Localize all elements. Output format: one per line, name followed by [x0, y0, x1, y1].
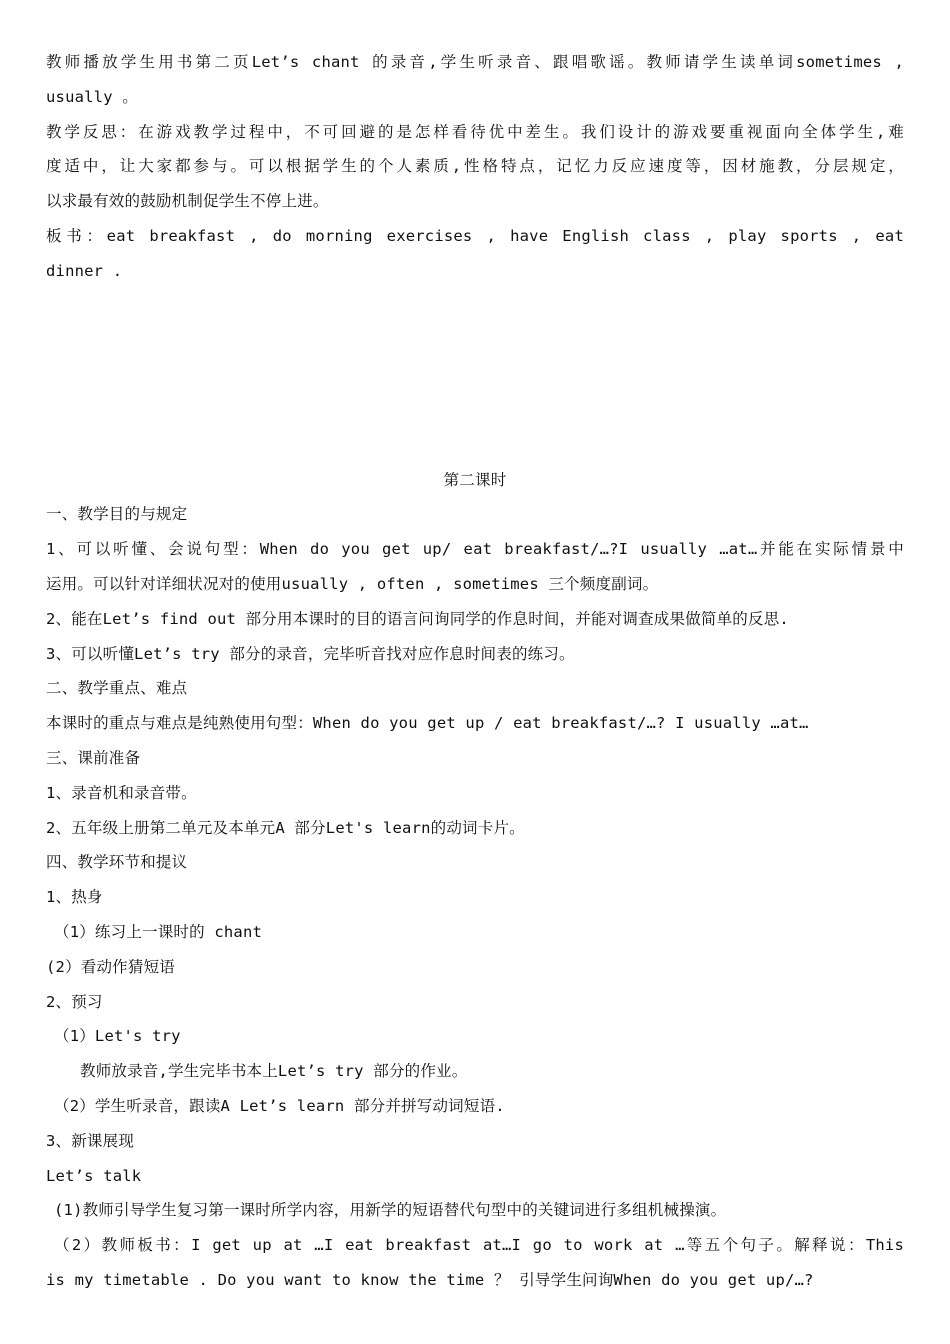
heading: 一、教学目的与规定	[46, 505, 188, 524]
text-line: usually 。	[46, 87, 138, 106]
page-gap	[46, 289, 904, 463]
heading: 二、教学重点、难点	[46, 679, 188, 698]
text-line: （2）学生听录音，跟读A Let’s learn 部分并拼写动词短语.	[54, 1096, 505, 1115]
document-page	[46, 45, 904, 1298]
text-line: （2）教师板书：I get up at …I eat breakfast at…I go to work at …等五个句子。解释说：This	[54, 1236, 904, 1255]
text-line: （1）练习上一课时的 chant	[54, 922, 263, 941]
section-one	[46, 45, 904, 289]
section-title: 第二课时	[443, 470, 507, 489]
heading: 四、教学环节和提议	[46, 853, 188, 872]
text-line: 1、热身	[46, 888, 103, 907]
text-line: 以求最有效的鼓励机制促学生不停上进。	[46, 192, 329, 211]
text-line: 3、新课展现	[46, 1131, 135, 1150]
text-line: 度适中，让大家都参与。可以根据学生的个人素质,性格特点，记忆力反应速度等，因材施教，分层规定，	[46, 157, 904, 176]
heading: 三、课前准备	[46, 748, 141, 767]
text-line: 1、录音机和录音带。	[46, 783, 197, 802]
text-line: is my timetable . Do you want to know the time ？ 引导学生问询When do you get up/…?	[46, 1270, 814, 1289]
text-line: 教师放录音,学生完毕书本上Let’s try 部分的作业。	[80, 1062, 468, 1081]
text-line: (2）看动作猜短语	[46, 957, 175, 976]
section-two	[46, 463, 904, 1298]
text-line: 板书：eat breakfast , do morning exercises , have English class , play sports , eat	[46, 226, 904, 245]
text-line: 教师播放学生用书第二页Let’s chant 的录音,学生听录音、跟唱歌谣。教师请学生读单词sometimes ,	[46, 53, 904, 71]
text-line: 2、能在Let’s find out 部分用本课时的目的语言问询同学的作息时间，并能对调查成果做简单的反思.	[46, 609, 789, 628]
text-line: 1、可以听懂、会说句型：When do you get up/ eat breakfast/…?I usually …at…并能在实际情景中	[46, 540, 904, 559]
text-line: Let’s talk	[46, 1166, 142, 1185]
text-line: (1)教师引导学生复习第一课时所学内容，用新学的短语替代句型中的关键词进行多组机械操演。	[54, 1201, 727, 1220]
text-line: 运用。可以针对详细状况对的使用usually , often , sometimes 三个频度副词。	[46, 574, 659, 593]
text-line: 3、可以听懂Let’s try 部分的录音，完毕听音找对应作息时间表的练习。	[46, 644, 575, 663]
text-line: 教学反思：在游戏教学过程中，不可回避的是怎样看待优中差生。我们设计的游戏要重视面向全体学生,难	[46, 122, 904, 141]
text-line: 本课时的重点与难点是纯熟使用句型：When do you get up / eat breakfast/…? I usually …at…	[46, 714, 809, 733]
text-line: （1）Let's try	[54, 1027, 181, 1046]
text-line: 2、预习	[46, 992, 103, 1011]
text-line: dinner .	[46, 261, 123, 280]
text-line: 2、五年级上册第二单元及本单元A 部分Let's learn的动词卡片。	[46, 818, 525, 837]
